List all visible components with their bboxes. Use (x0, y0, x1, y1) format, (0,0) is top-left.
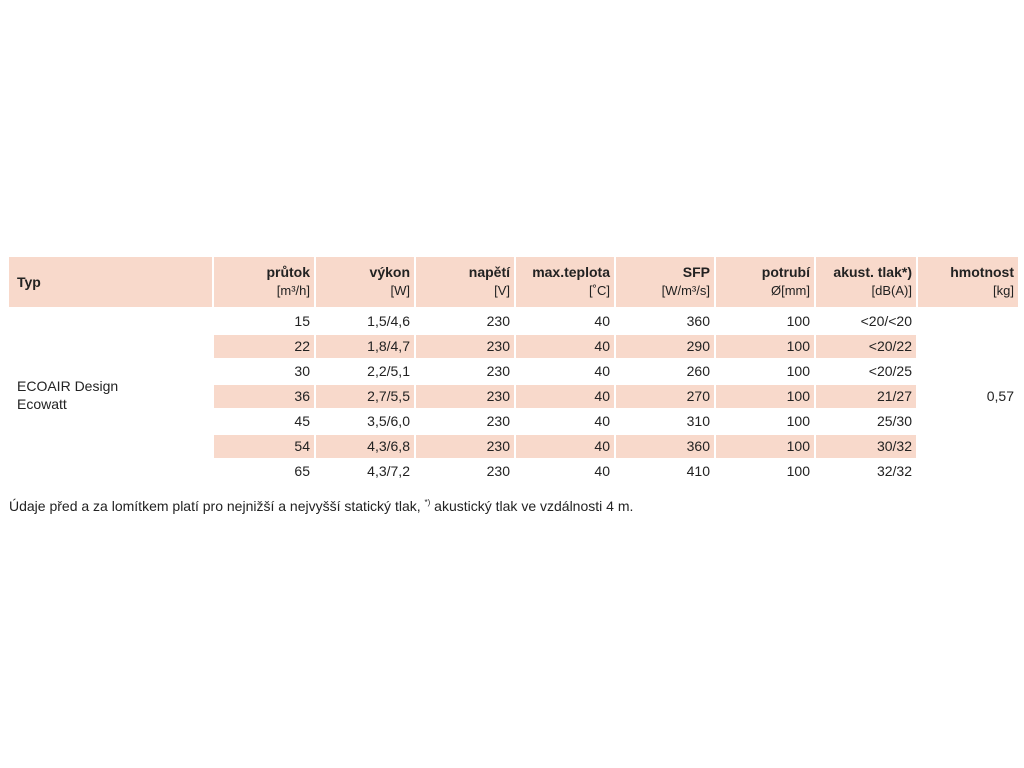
voltage-cell: 230 (486, 313, 510, 329)
noise-cell: <20/22 (816, 335, 916, 358)
footnote-marker: *) (424, 498, 431, 507)
voltage-cell: 230 (416, 435, 514, 458)
header-max-temp (516, 257, 614, 307)
pipe-cell: 100 (786, 463, 810, 479)
header-pipe (716, 257, 814, 307)
header-noise (816, 257, 916, 307)
voltage-cell: 230 (486, 463, 510, 479)
header-name: Typ (17, 274, 41, 290)
sfp-cell: 410 (686, 463, 710, 479)
power-cell: 3,5/6,0 (367, 413, 410, 429)
noise-cell: 30/32 (816, 435, 916, 458)
flow-cell: 30 (294, 363, 310, 379)
power-cell: 2,7/5,5 (316, 385, 414, 408)
weight-cell: 0,57 (986, 388, 1014, 404)
voltage-cell: 230 (486, 363, 510, 379)
max-temp-cell: 40 (516, 385, 614, 408)
header-name: hmotnost (950, 264, 1014, 280)
footnote-text-2: akustický tlak ve vzdálnosti 4 m. (430, 498, 634, 514)
flow-cell: 45 (294, 413, 310, 429)
pipe-cell: 100 (786, 313, 810, 329)
header-unit: [W] (390, 283, 410, 298)
noise-cell: 32/32 (876, 463, 912, 479)
header-unit: [m³/h] (276, 283, 310, 298)
flow-cell: 54 (214, 435, 314, 458)
max-temp-cell: 40 (516, 435, 614, 458)
footnote-text-1: Údaje před a za lomítkem platí pro nejnižší a nejvyšší statický tlak, (9, 498, 425, 514)
sfp-cell: 310 (686, 413, 710, 429)
power-cell: 4,3/7,2 (367, 463, 410, 479)
pipe-cell: 100 (786, 413, 810, 429)
voltage-cell: 230 (486, 413, 510, 429)
header-name: max.teplota (532, 264, 610, 280)
flow-cell: 22 (214, 335, 314, 358)
header-unit: [kg] (993, 283, 1014, 298)
max-temp-cell: 40 (594, 313, 610, 329)
pipe-cell: 100 (716, 335, 814, 358)
sfp-cell: 260 (686, 363, 710, 379)
pipe-cell: 100 (786, 363, 810, 379)
flow-cell: 15 (294, 313, 310, 329)
voltage-cell: 230 (416, 335, 514, 358)
table-footnote (9, 497, 633, 515)
pipe-cell: 100 (716, 385, 814, 408)
max-temp-cell: 40 (594, 463, 610, 479)
header-name: výkon (369, 264, 410, 280)
header-unit: [˚C] (589, 283, 610, 298)
flow-cell: 65 (294, 463, 310, 479)
header-unit: [W/m³/s] (661, 283, 710, 298)
sfp-cell: 270 (616, 385, 714, 408)
type-name-line: Ecowatt (17, 396, 67, 412)
max-temp-cell: 40 (516, 335, 614, 358)
type-name-line: ECOAIR Design (17, 378, 119, 394)
header-voltage (416, 257, 514, 307)
sfp-cell: 360 (686, 313, 710, 329)
noise-cell: <20/<20 (860, 313, 912, 329)
power-cell: 4,3/6,8 (316, 435, 414, 458)
type-name (17, 377, 118, 413)
header-unit: [V] (494, 283, 510, 298)
header-name: SFP (682, 264, 710, 280)
power-cell: 1,8/4,7 (316, 335, 414, 358)
header-name: průtok (266, 264, 310, 280)
header-weight (918, 257, 1018, 307)
max-temp-cell: 40 (594, 363, 610, 379)
sfp-cell: 360 (616, 435, 714, 458)
header-sfp (616, 257, 714, 307)
header-unit: [dB(A)] (871, 283, 912, 298)
header-flow (214, 257, 314, 307)
noise-cell: <20/25 (868, 363, 912, 379)
power-cell: 1,5/4,6 (367, 313, 410, 329)
header-name: akust. tlak*) (833, 264, 912, 280)
sfp-cell: 290 (616, 335, 714, 358)
header-name: napětí (468, 264, 510, 280)
pipe-cell: 100 (716, 435, 814, 458)
header-unit: Ø[mm] (771, 283, 810, 298)
header-name: potrubí (761, 264, 810, 280)
power-cell: 2,2/5,1 (367, 363, 410, 379)
noise-cell: 21/27 (816, 385, 916, 408)
header-power (316, 257, 414, 307)
noise-cell: 25/30 (876, 413, 912, 429)
voltage-cell: 230 (416, 385, 514, 408)
flow-cell: 36 (214, 385, 314, 408)
max-temp-cell: 40 (594, 413, 610, 429)
header-typ (9, 257, 212, 307)
